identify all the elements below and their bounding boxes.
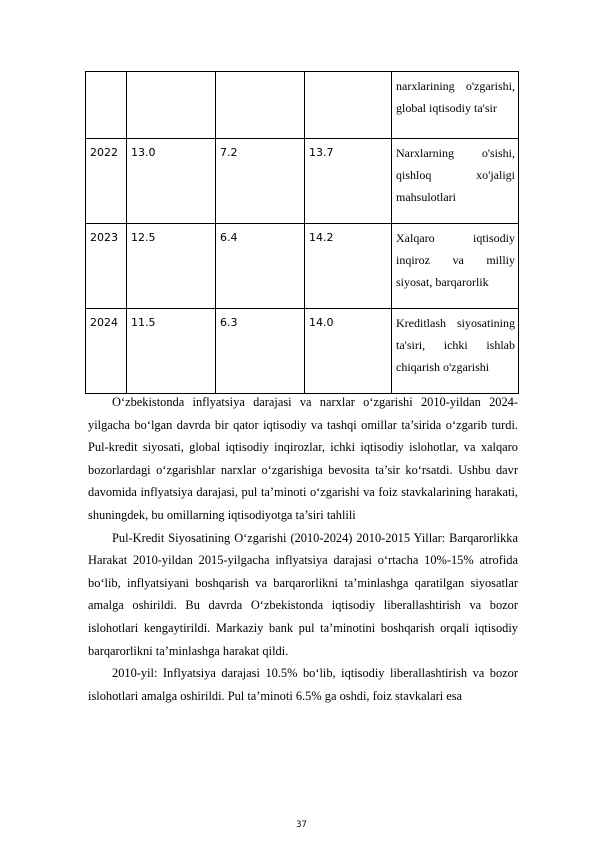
inflation-table [85,71,519,394]
description-cell: Xalqaro iqtisodiy inqiroz va milliy siyosat, barqarorlik [392,224,519,309]
value-cell [127,72,216,139]
value-cell: 14.2 [305,224,392,309]
value-cell: 13.7 [305,139,392,224]
value-cell: 11.5 [127,309,216,394]
year-cell: 2022 [86,139,127,224]
value-cell: 14.0 [305,309,392,394]
value-cell: 12.5 [127,224,216,309]
value-cell [305,72,392,139]
table-row [86,309,519,394]
year-cell: 2023 [86,224,127,309]
value-cell: 6.4 [216,224,305,309]
paragraph: Pul-Kredit Siyosatining O‘zgarishi (2010-2024) 2010-2015 Yillar: Barqarorlikka Harakat 2010-yildan 2015-yilgacha inflyatsiya darajasi o‘rtacha 10%-15% atrofida bo‘lib, inflyatsiyani boshqarish va barqarorlikni ta’minlashga qaratilgan siyosatlar amalga oshirildi. Bu davrda O‘zbekistonda iqtisodiy liberallashtirish va bozor islohotlari kengaytirildi. Markaziy bank pul ta’minotini boshqarish orqali iqtisodiy barqarorlikni ta’minlashga harakat qildi. [88,530,518,658]
value-cell: 7.2 [216,139,305,224]
page-number: 37 [296,820,307,830]
value-cell [216,72,305,139]
year-cell: 2024 [86,309,127,394]
value-cell: 6.3 [216,309,305,394]
description-cell: Narxlarning o'sishi, qishloq xo'jaligi mahsulotlari [392,139,519,224]
table-row [86,224,519,309]
body-text [88,391,518,707]
value-cell: 13.0 [127,139,216,224]
description-cell: narxlarining o'zgarishi, global iqtisodiy ta'sir [392,72,519,139]
table-row [86,139,519,224]
year-cell [86,72,127,139]
table-row [86,72,519,139]
paragraph: O‘zbekistonda inflyatsiya darajasi va narxlar o‘zgarishi 2010-yildan 2024-yilgacha bo‘lgan davrda bir qator iqtisodiy va tashqi omillar ta’sirida o‘zgarib turdi. Pul-kredit siyosati, global iqtisodiy inqirozlar, ichki iqtisodiy islohotlar, va xalqaro bozorlardagi o‘zgarishlar narxlar o‘zgarishiga bevosita ta’sir ko‘rsatdi. Ushbu davr davomida inflyatsiya darajasi, pul ta’minoti o‘zgarishi va foiz stavkalarining harakati, shuningdek, bu omillarning iqtisodiyotga ta’siri tahlili [88,395,518,522]
description-cell: Kreditlash siyosatining ta'siri, ichki ishlab chiqarish o'zgarishi [392,309,519,394]
paragraph: 2010-yil: Inflyatsiya darajasi 10.5% bo‘lib, iqtisodiy liberallashtirish va bozor islohotlari amalga oshirildi. Pul ta’minoti 6.5% ga oshdi, foiz stavkalari esa [88,666,518,703]
